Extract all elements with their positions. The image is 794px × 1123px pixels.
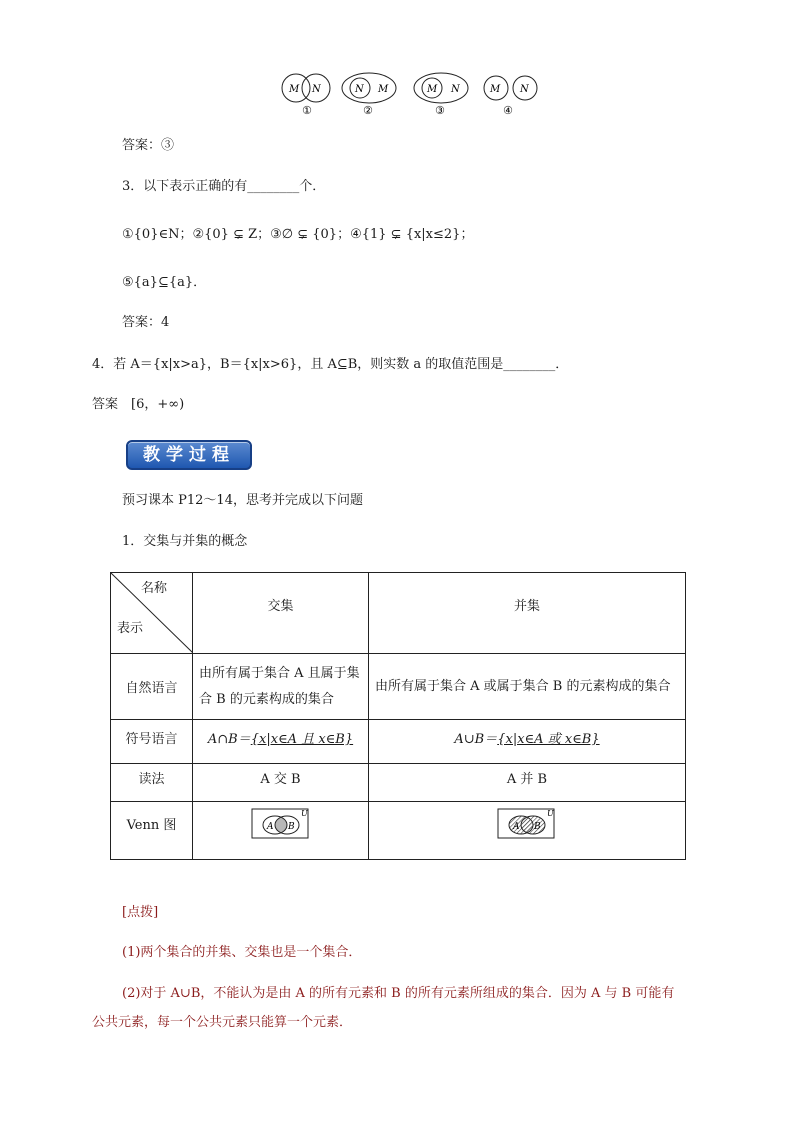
venn-4-right-label: N — [520, 84, 529, 95]
table-row — [111, 764, 686, 802]
venn-union-cell — [369, 802, 686, 860]
section-title-badge: 教学过程 — [126, 440, 252, 470]
venn-option-4 — [484, 76, 537, 117]
row-label-venn: Venn 图 — [111, 802, 193, 860]
venn-a-label: A — [266, 822, 273, 832]
symbol-union-cell — [369, 720, 686, 764]
preview-instruction: 预习课本 P12～14，思考并完成以下问题 — [122, 493, 363, 508]
venn-b-label: B — [287, 822, 295, 832]
symbol-intersection-set: {x|x∈A 且 x∈B} — [250, 732, 354, 747]
venn-option-3 — [414, 73, 468, 117]
venn-1-left-label: M — [289, 84, 300, 95]
symbol-union-prefix: A∪B＝ — [454, 732, 498, 747]
union-venn-b-label: B — [534, 822, 541, 832]
row-label-reading: 读法 — [111, 764, 193, 802]
header-union: 并集 — [369, 573, 686, 654]
reading-union-cell: A 并 B — [369, 764, 686, 802]
venn-u-label: U — [300, 809, 308, 818]
venn-2-outer-label: M — [378, 84, 389, 95]
row-label-natural: 自然语言 — [111, 654, 193, 720]
q4-question: 4．若 A＝{x|x>a}，B＝{x|x>6}，且 A⊆B，则实数 a 的取值范围是________． — [92, 357, 569, 372]
tip-point-2-line-1: (2)对于 A∪B，不能认为是由 A 的所有元素和 B 的所有元素所组成的集合．因为 A 与 B 可能有 — [122, 986, 675, 1001]
tip-point-2-line-2: 公共元素，每一个公共元素只能算一个元素． — [92, 1015, 353, 1030]
venn-3-outer-label: N — [451, 84, 460, 95]
table-header-row — [111, 573, 686, 654]
venn-1-right-label: N — [312, 84, 321, 95]
q3-question: 3．以下表示正确的有________个． — [122, 179, 326, 194]
venn-2-inner-label: N — [355, 84, 364, 95]
row-label-symbol: 符号语言 — [111, 720, 193, 764]
venn-3-inner-label: M — [427, 84, 438, 95]
natural-intersection-cell: 由所有属于集合 A 且属于集合 B 的元素构成的集合 — [193, 654, 369, 720]
venn-3-number: ③ — [435, 104, 445, 117]
header-intersection: 交集 — [193, 573, 369, 654]
union-venn-diagram — [497, 806, 557, 840]
intersection-union-table — [110, 572, 686, 860]
q3-items-line2: ⑤{a}⊆{a}． — [122, 275, 207, 290]
union-venn-a-label: A — [513, 822, 520, 832]
symbol-intersection-cell — [193, 720, 369, 764]
diagonal-header-cell — [111, 573, 193, 654]
table-row — [111, 720, 686, 764]
tip-point-1: (1)两个集合的并集、交集也是一个集合． — [122, 945, 362, 960]
venn-4-number: ④ — [503, 104, 513, 117]
natural-union-cell: 由所有属于集合 A 或属于集合 B 的元素构成的集合 — [369, 654, 686, 720]
intersection-venn-diagram — [251, 806, 311, 840]
venn-intersection-cell — [193, 802, 369, 860]
q4-answer: 答案 [6，+∞) — [92, 397, 185, 412]
concept-subheading: 1．交集与并集的概念 — [122, 534, 248, 549]
venn-4-left-label: M — [490, 84, 501, 95]
header-representation-label: 表示 — [117, 621, 144, 636]
venn-1-number: ① — [302, 104, 312, 117]
q3-answer: 答案：4 — [122, 315, 170, 330]
venn-options-figure — [0, 70, 794, 120]
union-venn-u-label: U — [547, 809, 554, 818]
header-name-label: 名称 — [141, 581, 168, 596]
tip-title: [点拨] — [122, 905, 159, 920]
venn-2-number: ② — [363, 104, 373, 117]
table-row — [111, 802, 686, 860]
table-row — [111, 654, 686, 720]
venn-option-1 — [282, 74, 330, 117]
symbol-intersection-prefix: A∩B＝ — [207, 732, 251, 747]
q2-answer: 答案：③ — [122, 138, 175, 153]
q3-items-line1: ①{0}∈N；②{0} ⊊ Z；③∅ ⊊ {0}；④{1} ⊊ {x|x≤2}； — [122, 227, 474, 242]
symbol-union-set: {x|x∈A 或 x∈B} — [497, 732, 600, 747]
venn-option-2 — [342, 73, 396, 117]
reading-intersection-cell: A 交 B — [193, 764, 369, 802]
